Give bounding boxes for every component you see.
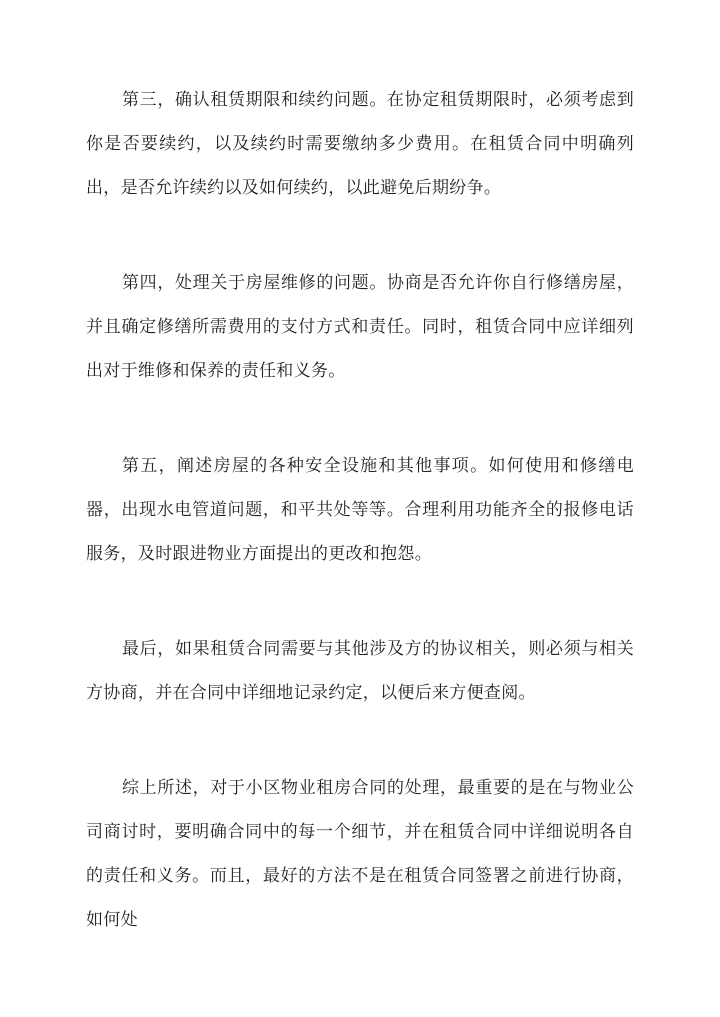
paragraph-fifth-safety: 第五，阐述房屋的各种安全设施和其他事项。如何使用和修缮电器，出现水电管道问题，和平共处等等。合理利用功能齐全的报修电话服务，及时跟进物业方面提出的更改和抱怨。 [86,456,634,564]
paragraph-summary: 综上所述，对于小区物业租房合同的处理，最重要的是在与物业公司商讨时，要明确合同中的每一个细节，并在租赁合同中详细说明各自的责任和义务。而且，最好的方法不是在租赁合同签署之前进行协商，如何处 [86,778,634,930]
paragraph-fourth-repairs: 第四，处理关于房屋维修的问题。协商是否允许你自行修缮房屋，并且确定修缮所需费用的支付方式和责任。同时，租赁合同中应详细列出对于维修和保养的责任和义务。 [86,273,634,381]
paragraph-finally-other-parties: 最后，如果租赁合同需要与其他涉及方的协议相关，则必须与相关方协商，并在合同中详细地记录约定，以便后来方便查阅。 [86,639,634,703]
paragraph-third-lease-term: 第三，确认租赁期限和续约问题。在协定租赁期限时，必须考虑到你是否要续约，以及续约时需要缴纳多少费用。在租赁合同中明确列出，是否允许续约以及如何续约，以此避免后期纷争。 [86,90,634,198]
